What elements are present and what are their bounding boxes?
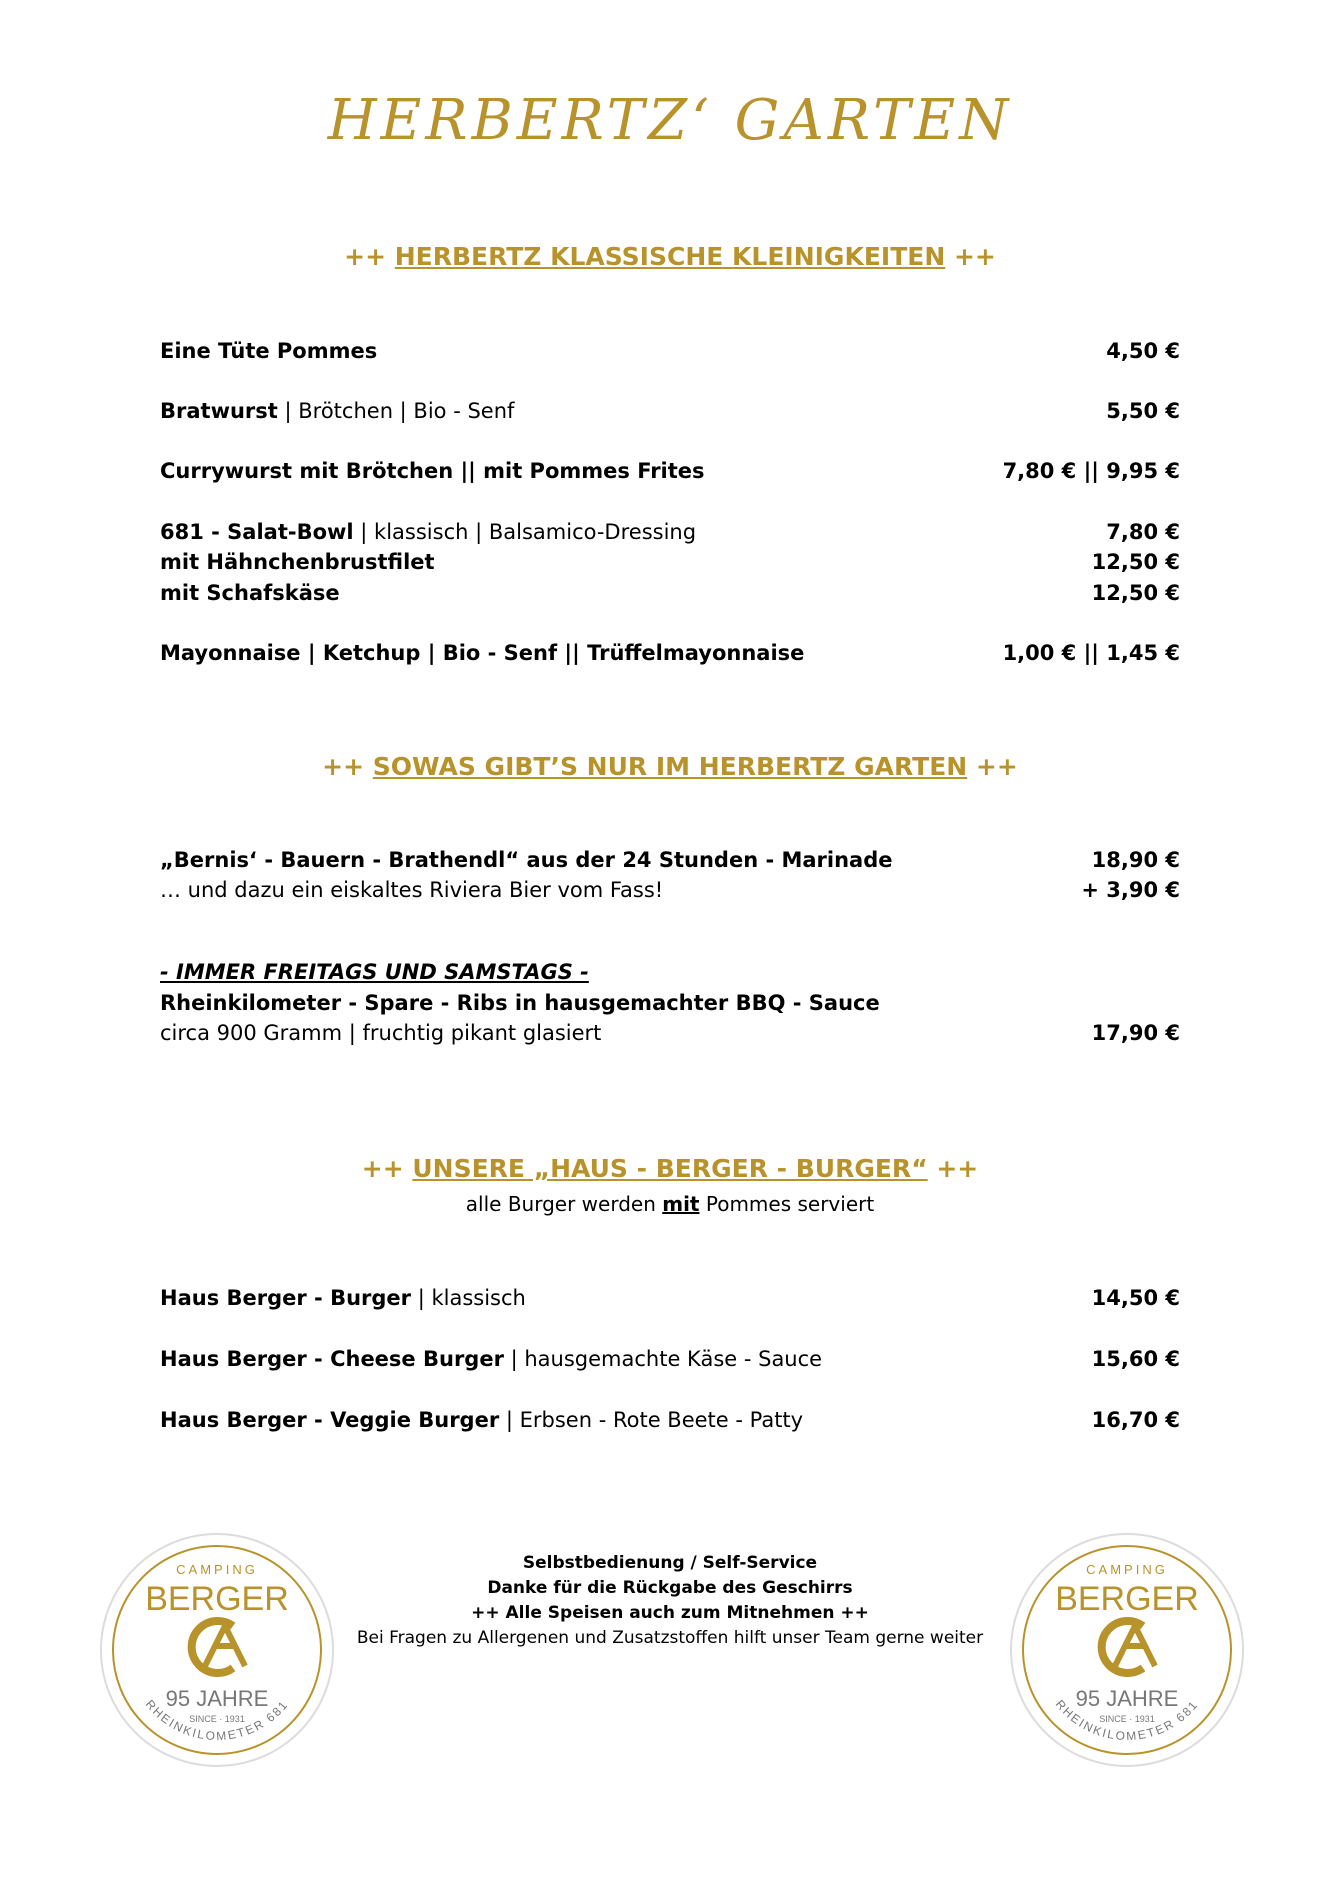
menu-item-bier: … und dazu ein eiskaltes Riviera Bier vom Fass! + 3,90 € [160,875,1180,905]
price: 17,90 € [1091,1021,1180,1045]
menu-item-saucen: Mayonnaise | Ketchup | Bio - Senf || Trüffelmayonnaise 1,00 € || 1,45 € [160,638,1180,668]
page-title: HERBERTZ‘ GARTEN [327,88,1013,153]
price: 7,80 € [1106,520,1180,544]
svg-text:BERGER: BERGER [145,1580,289,1618]
price: 12,50 € [1091,550,1180,574]
menu-item-burger-klassisch: Haus Berger - Burger | klassisch 14,50 € [160,1283,1180,1313]
footer-notice [330,1551,1010,1651]
price: 15,60 € [1091,1347,1180,1371]
menu-item-schafskaese: mit Schafskäse 12,50 € [160,578,1180,608]
price: 1,00 € || 1,45 € [1002,641,1180,665]
price: 5,50 € [1106,399,1180,423]
section-heading-klassische: ++ HERBERTZ KLASSISCHE KLEINIGKEITEN ++ [344,242,996,271]
svg-text:95 JAHRE: 95 JAHRE [1075,1686,1179,1711]
price: 4,50 € [1106,339,1180,363]
menu-item-bratwurst: Bratwurst | Brötchen | Bio - Senf 5,50 € [160,396,1180,426]
section-heading-burger: ++ UNSERE „HAUS - BERGER - BURGER“ ++ [361,1154,979,1183]
menu-item-brathendl: „Bernis‘ - Bauern - Brathendl“ aus der 24 Stunden - Marinade 18,90 € [160,845,1180,875]
svg-text:BERGER: BERGER [1055,1580,1199,1618]
burger-subtext: alle Burger werden mit Pommes serviert [465,1192,875,1216]
svg-text:SINCE · 1931: SINCE · 1931 [189,1714,245,1724]
svg-text:SINCE · 1931: SINCE · 1931 [1099,1714,1155,1724]
price: 14,50 € [1091,1286,1180,1310]
svg-text:RHEINKILOMETER 681: RHEINKILOMETER 681 [142,1697,292,1744]
price: + 3,90 € [1081,878,1180,902]
footer-thanks: Danke für die Rückgabe des Geschirrs [487,1578,853,1598]
camping-berger-logo-left [97,1530,337,1770]
footer-allergens: Bei Fragen zu Allergenen und Zusatzstoffen hilft unser Team gerne weiter [356,1628,984,1648]
camping-berger-logo-right [1007,1530,1247,1770]
menu-item-currywurst: Currywurst mit Brötchen || mit Pommes Frites 7,80 € || 9,95 € [160,456,1180,486]
menu-item-cheese-burger: Haus Berger - Cheese Burger | hausgemachte Käse - Sauce 15,60 € [160,1344,1180,1374]
menu-item-veggie-burger: Haus Berger - Veggie Burger | Erbsen - Rote Beete - Patty 16,70 € [160,1405,1180,1435]
menu-item-pommes: Eine Tüte Pommes 4,50 € [160,336,1180,366]
menu-item-haehnchen: mit Hähnchenbrustfilet 12,50 € [160,547,1180,577]
svg-text:CAMPING: CAMPING [176,1562,258,1577]
footer-takeaway: ++ Alle Speisen auch zum Mitnehmen ++ [471,1603,869,1623]
svg-text:RHEINKILOMETER 681: RHEINKILOMETER 681 [1052,1697,1202,1744]
price: 16,70 € [1091,1408,1180,1432]
price: 12,50 € [1091,581,1180,605]
menu-item-spare-ribs: Rheinkilometer - Spare - Ribs in hausgemachter BBQ - Sauce [160,991,880,1015]
footer-self-service: Selbstbedienung / Self-Service [522,1553,818,1573]
svg-text:95 JAHRE: 95 JAHRE [165,1686,269,1711]
menu-item-salat-bowl: 681 - Salat-Bowl | klassisch | Balsamico-Dressing 7,80 € [160,517,1180,547]
section-heading-sowas: ++ SOWAS GIBT’S NUR IM HERBERTZ GARTEN ++ [322,752,1018,781]
price: 7,80 € || 9,95 € [1002,459,1180,483]
price: 18,90 € [1091,848,1180,872]
menu-item-spare-ribs-detail: circa 900 Gramm | fruchtig pikant glasiert 17,90 € [160,1018,1180,1048]
svg-text:CAMPING: CAMPING [1086,1562,1168,1577]
notice-freitags-samstags: - IMMER FREITAGS UND SAMSTAGS - [160,960,589,984]
